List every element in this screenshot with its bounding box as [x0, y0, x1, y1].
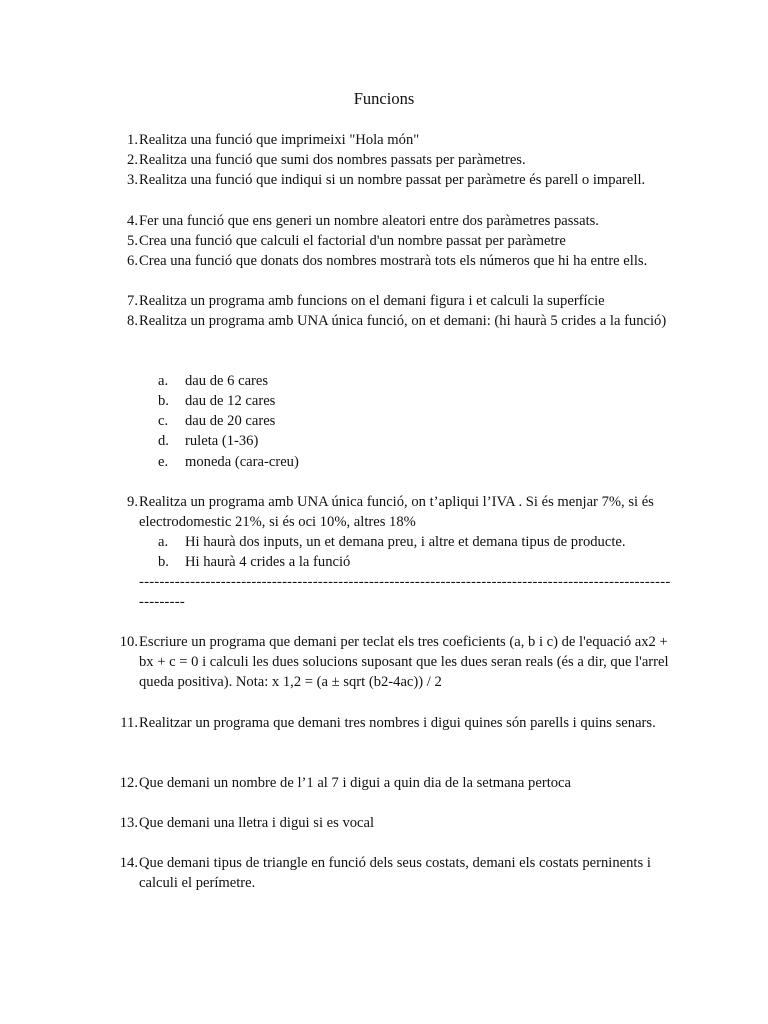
- item-number: 3.: [127, 172, 138, 188]
- item-number: 4.: [127, 213, 138, 229]
- sub-item-letter: b.: [158, 393, 169, 409]
- sub-item-letter: a.: [158, 534, 169, 550]
- sub-item-letter: b.: [158, 554, 169, 570]
- separator-line: -----------------------------------------------------------------------------------------------------------------: [139, 574, 671, 610]
- item-number: 8.: [127, 313, 138, 329]
- item-number: 6.: [127, 253, 138, 269]
- sub-item-letter: c.: [158, 413, 169, 429]
- item-text: Realitza un programa amb UNA única funció, on et demani: (hi haurà 5 crides a la funció): [139, 313, 667, 329]
- sub-item-letter: d.: [158, 433, 169, 449]
- item-text: Escriure un programa que demani per teclat els tres coeficients (a, b i c) de l'equació ax2 + bx + c = 0 i calculi les dues solucions suposant que les dues seran reals (és a dir, que l'arrel queda positiva). Nota: x 1,2 = (a ± sqrt (b2-4ac)) / 2: [139, 634, 669, 690]
- item-number: 12.: [119, 775, 138, 791]
- item-text: Crea una funció que calculi el factorial d'un nombre passat per paràmetre: [139, 233, 566, 249]
- item-text: Realitza un programa amb funcions on el demani figura i et calculi la superfície: [139, 293, 605, 309]
- item-number: 2.: [127, 152, 138, 168]
- page-title: Funcions: [353, 89, 415, 108]
- sub-item-text: dau de 12 cares: [185, 393, 276, 409]
- item-number: 14.: [119, 855, 138, 871]
- item-text: Que demani tipus de triangle en funció dels seus costats, demani els costats perninents i calculi el perímetre.: [139, 855, 651, 891]
- item-number: 1.: [127, 132, 138, 148]
- item-number: 5.: [127, 233, 138, 249]
- item-number: 11.: [120, 715, 138, 731]
- sub-item-text: dau de 20 cares: [185, 413, 276, 429]
- sub-item-text: Hi haurà 4 crides a la funció: [185, 554, 351, 570]
- sub-item-letter: e.: [158, 454, 169, 470]
- item-number: 13.: [119, 815, 138, 831]
- item-number: 10.: [119, 634, 138, 650]
- sub-item-text: Hi haurà dos inputs, un et demana preu, i altre et demana tipus de producte.: [185, 534, 626, 550]
- item-text: Realitza una funció que imprimeixi "Hola món": [139, 132, 420, 148]
- sub-item-text: moneda (cara-creu): [185, 454, 299, 470]
- item-number: 7.: [127, 293, 138, 309]
- sub-item-text: ruleta (1-36): [185, 433, 259, 449]
- sub-item-letter: a.: [158, 373, 169, 389]
- item-text: Realitzar un programa que demani tres nombres i digui quines són parells i quins senars.: [139, 715, 656, 731]
- item-text: Realitza una funció que indiqui si un nombre passat per paràmetre és parell o imparell.: [139, 172, 646, 188]
- item-text: Realitza un programa amb UNA única funció, on t’apliqui l’IVA . Si és menjar 7%, si és electrodomestic 21%, si és oci 10%, altres 18%: [139, 494, 654, 530]
- item-text: Que demani un nombre de l’1 al 7 i digui a quin dia de la setmana pertoca: [139, 775, 571, 791]
- item-text: Realitza una funció que sumi dos nombres passats per paràmetres.: [139, 152, 526, 168]
- item-number: 9.: [127, 494, 138, 510]
- item-text: Que demani una lletra i digui si es vocal: [139, 815, 375, 831]
- item-text: Fer una funció que ens generi un nombre aleatori entre dos paràmetres passats.: [139, 213, 599, 229]
- item-text: Crea una funció que donats dos nombres mostrarà tots els números que hi ha entre ells.: [139, 253, 648, 269]
- sub-item-text: dau de 6 cares: [185, 373, 269, 389]
